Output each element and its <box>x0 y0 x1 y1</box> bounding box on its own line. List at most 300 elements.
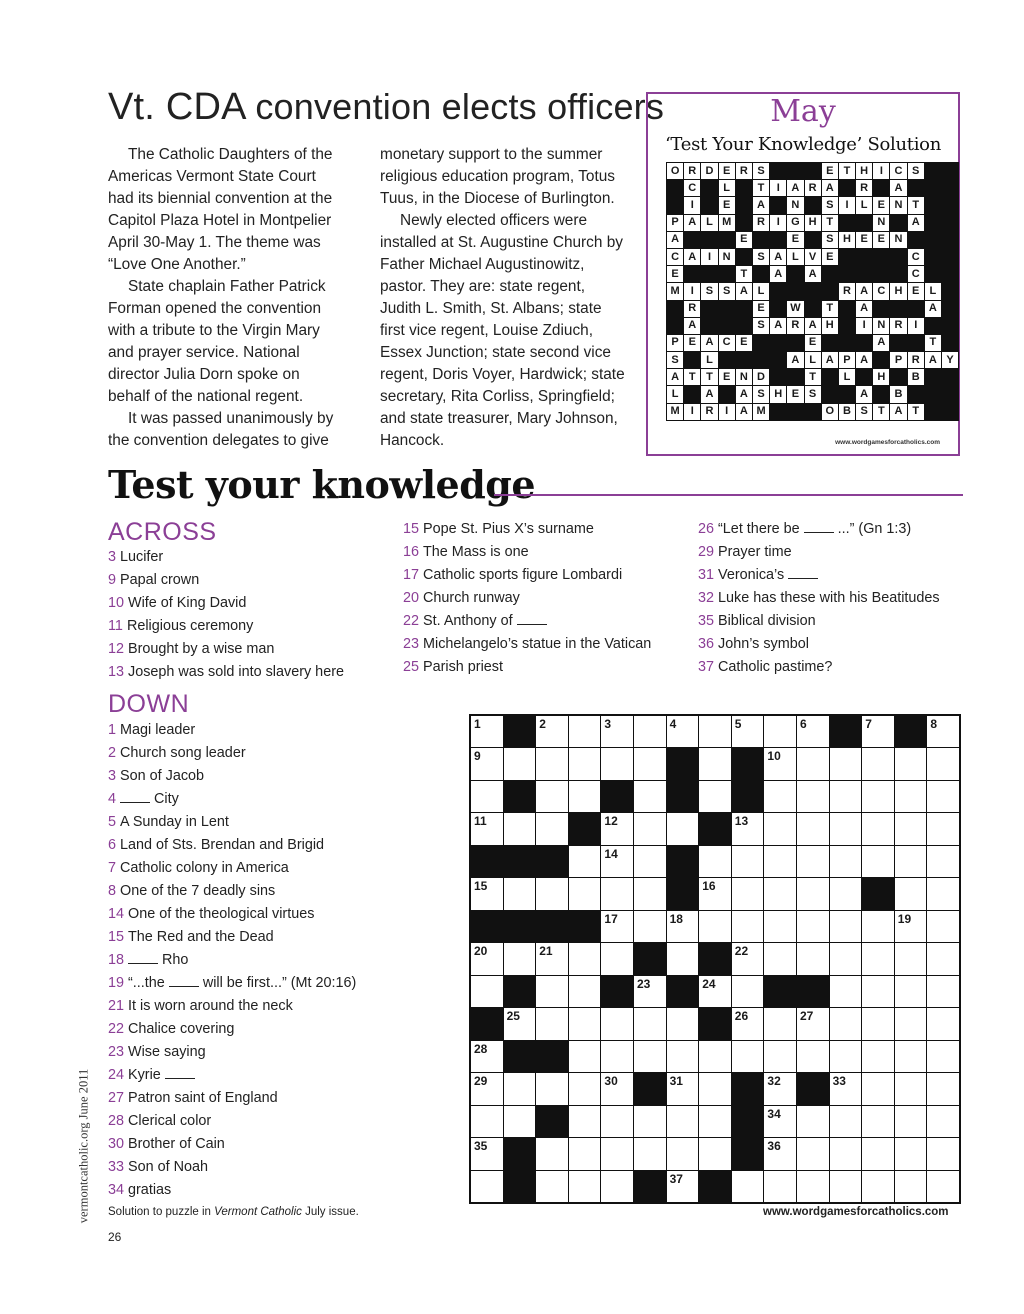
grid-square[interactable] <box>732 911 764 942</box>
clue-text: John’s symbol <box>718 636 809 652</box>
grid-square[interactable] <box>830 878 862 909</box>
grid-square[interactable] <box>927 1138 959 1169</box>
grid-square[interactable] <box>862 813 894 844</box>
grid-square[interactable] <box>830 1171 862 1202</box>
solution-cell: A <box>908 215 924 231</box>
grid-square[interactable] <box>601 1073 633 1104</box>
grid-square[interactable] <box>536 716 568 747</box>
grid-square[interactable] <box>895 1138 927 1169</box>
grid-square[interactable] <box>471 1138 503 1169</box>
grid-square[interactable] <box>634 781 666 812</box>
clue-text: Kyrie <box>128 1067 161 1083</box>
grid-square[interactable] <box>927 846 959 877</box>
grid-square[interactable] <box>862 781 894 812</box>
clue <box>108 926 356 949</box>
solution-cell: P <box>890 352 906 368</box>
solution-block <box>770 301 786 317</box>
grid-square[interactable] <box>797 1106 829 1137</box>
solution-cell: I <box>908 318 924 334</box>
grid-square[interactable] <box>895 976 927 1007</box>
grid-square[interactable] <box>569 716 601 747</box>
article-column-2 <box>380 144 628 452</box>
clue-text: Prayer time <box>718 544 792 560</box>
grid-square[interactable] <box>601 1008 633 1039</box>
grid-square[interactable] <box>927 1008 959 1039</box>
grid-square[interactable] <box>536 781 568 812</box>
solution-cell: E <box>805 335 821 351</box>
solution-cell: C <box>890 163 906 179</box>
grid-square[interactable] <box>764 813 796 844</box>
clue-number: 26 <box>698 521 715 537</box>
clue-number: 9 <box>108 572 117 588</box>
grid-square[interactable] <box>504 813 536 844</box>
grid-square[interactable] <box>536 943 568 974</box>
solution-cell: H <box>873 369 889 385</box>
solution-cell: E <box>822 249 838 265</box>
grid-square[interactable] <box>471 748 503 779</box>
solution-block <box>942 301 958 317</box>
grid-square[interactable] <box>732 943 764 974</box>
grid-square[interactable] <box>667 716 699 747</box>
grid-square[interactable] <box>699 748 731 779</box>
grid-square[interactable] <box>830 943 862 974</box>
square-number: 29 <box>474 1074 488 1089</box>
clue <box>108 972 356 995</box>
grid-square[interactable] <box>699 781 731 812</box>
grid-square[interactable] <box>830 1041 862 1072</box>
solution-cell: A <box>856 352 872 368</box>
square-number: 34 <box>767 1106 781 1121</box>
grid-square[interactable] <box>830 911 862 942</box>
grid-square[interactable] <box>634 878 666 909</box>
clue-text: Patron saint of England <box>128 1090 278 1106</box>
grid-square[interactable] <box>699 1073 731 1104</box>
solution-cell: S <box>753 249 769 265</box>
grid-square[interactable] <box>634 1138 666 1169</box>
grid-square[interactable] <box>667 1106 699 1137</box>
clue-number: 23 <box>108 1044 125 1060</box>
grid-square[interactable] <box>764 716 796 747</box>
solution-cell: R <box>856 180 872 196</box>
clue-number: 22 <box>403 613 420 629</box>
grid-square[interactable] <box>927 716 959 747</box>
grid-square[interactable] <box>536 1008 568 1039</box>
grid-square[interactable] <box>830 1008 862 1039</box>
grid-square[interactable] <box>895 781 927 812</box>
solution-cell: A <box>736 386 752 402</box>
grid-square[interactable] <box>830 781 862 812</box>
solution-cell: B <box>890 386 906 402</box>
grid-square[interactable] <box>830 1106 862 1137</box>
grid-square[interactable] <box>667 1041 699 1072</box>
clue-text: The Red and the Dead <box>128 929 274 945</box>
grid-square[interactable] <box>569 1138 601 1169</box>
grid-square[interactable] <box>862 1171 894 1202</box>
solution-block <box>770 404 786 420</box>
clue-number: 34 <box>108 1182 125 1198</box>
clue-text: Catholic sports figure Lombardi <box>423 567 623 583</box>
solution-cell: I <box>770 215 786 231</box>
solution-block <box>684 352 700 368</box>
grid-square[interactable] <box>797 911 829 942</box>
solution-block <box>942 369 958 385</box>
grid-square[interactable] <box>797 1008 829 1039</box>
solution-block <box>787 335 803 351</box>
grid-square[interactable] <box>862 1138 894 1169</box>
clue-text: St. Anthony of <box>423 613 513 629</box>
grid-square[interactable] <box>764 1171 796 1202</box>
grid-square[interactable] <box>797 1138 829 1169</box>
solution-cell: R <box>684 301 700 317</box>
solution-cell: A <box>736 283 752 299</box>
grid-square[interactable] <box>797 846 829 877</box>
grid-square[interactable] <box>895 846 927 877</box>
grid-square[interactable] <box>471 716 503 747</box>
clue <box>108 1041 356 1064</box>
grid-square[interactable] <box>601 943 633 974</box>
grid-square[interactable] <box>536 1138 568 1169</box>
grid-square[interactable] <box>471 943 503 974</box>
grid-square[interactable] <box>601 1106 633 1137</box>
square-number: 3 <box>604 717 612 731</box>
solution-box <box>646 92 960 456</box>
solution-cell: L <box>805 352 821 368</box>
solution-cell: C <box>908 249 924 265</box>
page-number: 26 <box>108 1230 122 1244</box>
clue-text: Pope St. Pius X’s surname <box>423 521 594 537</box>
solution-cell: C <box>667 249 683 265</box>
grid-square[interactable] <box>732 1171 764 1202</box>
grid-square[interactable] <box>504 1073 536 1104</box>
clue-number: 21 <box>108 998 125 1014</box>
grid-square[interactable] <box>862 716 894 747</box>
grid-square[interactable] <box>569 846 601 877</box>
grid-square[interactable] <box>895 813 927 844</box>
grid-square[interactable] <box>699 1041 731 1072</box>
grid-square[interactable] <box>699 1138 731 1169</box>
grid-square[interactable] <box>927 813 959 844</box>
grid-square[interactable] <box>504 878 536 909</box>
clue-number: 8 <box>108 883 117 899</box>
solution-cell: R <box>736 163 752 179</box>
grid-square[interactable] <box>601 911 633 942</box>
clue <box>698 564 940 587</box>
solution-block <box>856 369 872 385</box>
grid-square[interactable] <box>536 1171 568 1202</box>
grid-square[interactable] <box>569 1171 601 1202</box>
grid-square[interactable] <box>764 748 796 779</box>
answer-blank <box>517 612 547 625</box>
clue-text: “Let there be <box>718 521 800 537</box>
grid-square[interactable] <box>764 911 796 942</box>
solution-cell: N <box>736 369 752 385</box>
grid-square[interactable] <box>764 1138 796 1169</box>
square-number: 32 <box>767 1074 781 1089</box>
square-number: 28 <box>474 1041 488 1056</box>
grid-square[interactable] <box>732 976 764 1007</box>
solution-cell: A <box>684 215 700 231</box>
grid-square[interactable] <box>601 716 633 747</box>
solution-cell: C <box>873 283 889 299</box>
grid-square[interactable] <box>797 716 829 747</box>
grid-square[interactable] <box>569 943 601 974</box>
grid-square[interactable] <box>797 943 829 974</box>
grid-square[interactable] <box>667 911 699 942</box>
grid-square[interactable] <box>732 1008 764 1039</box>
solution-block <box>667 301 683 317</box>
solution-cell: M <box>719 215 735 231</box>
solution-cell: T <box>753 180 769 196</box>
solution-cell: Y <box>942 352 958 368</box>
grid-square[interactable] <box>471 976 503 1007</box>
solution-cell: R <box>701 404 717 420</box>
grid-square[interactable] <box>927 976 959 1007</box>
grid-square[interactable] <box>862 911 894 942</box>
grid-square[interactable] <box>667 1073 699 1104</box>
solution-block <box>890 215 906 231</box>
grid-square[interactable] <box>471 1171 503 1202</box>
grid-square[interactable] <box>862 1008 894 1039</box>
grid-square[interactable] <box>699 878 731 909</box>
grid-square[interactable] <box>797 878 829 909</box>
grid-square[interactable] <box>862 1106 894 1137</box>
square-number: 22 <box>734 944 749 959</box>
grid-square[interactable] <box>601 813 633 844</box>
solution-cell: S <box>753 386 769 402</box>
grid-square[interactable] <box>601 1171 633 1202</box>
solution-cell: E <box>719 197 735 213</box>
grid-square[interactable] <box>895 911 927 942</box>
grid-block <box>830 716 862 747</box>
article-paragraph: The Catholic Daughters of the Americas Vermont State Court had its biennial convention at the Capitol Plaza Hotel in Montpelier April 30-May 1. The theme was “Love One Another.” <box>108 146 333 273</box>
grid-square[interactable] <box>699 1106 731 1137</box>
grid-square[interactable] <box>667 943 699 974</box>
grid-block <box>504 1041 536 1072</box>
clue-number: 18 <box>108 952 125 968</box>
grid-square[interactable] <box>927 1171 959 1202</box>
grid-square[interactable] <box>830 813 862 844</box>
grid-square[interactable] <box>830 1073 862 1104</box>
grid-square[interactable] <box>862 1073 894 1104</box>
grid-square[interactable] <box>569 976 601 1007</box>
grid-square[interactable] <box>764 878 796 909</box>
grid-square[interactable] <box>699 716 731 747</box>
grid-square[interactable] <box>764 943 796 974</box>
solution-month: May <box>770 94 836 129</box>
grid-square[interactable] <box>634 1041 666 1072</box>
grid-square[interactable] <box>862 748 894 779</box>
grid-square[interactable] <box>797 1041 829 1072</box>
grid-square[interactable] <box>471 878 503 909</box>
grid-square[interactable] <box>830 1138 862 1169</box>
article-title-part1: Vt. CDA <box>108 86 256 128</box>
square-number: 11 <box>474 814 487 829</box>
solution-block <box>942 318 958 334</box>
grid-square[interactable] <box>797 813 829 844</box>
clue-number: 20 <box>403 590 420 606</box>
grid-square[interactable] <box>569 878 601 909</box>
grid-square[interactable] <box>601 1041 633 1072</box>
clue-number: 15 <box>403 521 420 537</box>
solution-block <box>787 369 803 385</box>
solution-block <box>736 215 752 231</box>
grid-square[interactable] <box>927 1073 959 1104</box>
clue-text: Wise saying <box>128 1044 206 1060</box>
clue-number: 30 <box>108 1136 125 1152</box>
solution-cell: E <box>873 197 889 213</box>
grid-square[interactable] <box>471 1106 503 1137</box>
grid-square[interactable] <box>797 781 829 812</box>
grid-square[interactable] <box>699 846 731 877</box>
grid-square[interactable] <box>895 1073 927 1104</box>
article-title <box>108 86 664 129</box>
grid-square[interactable] <box>569 781 601 812</box>
grid-block <box>634 1171 666 1202</box>
grid-block <box>797 1073 829 1104</box>
clue <box>698 610 940 633</box>
grid-square[interactable] <box>797 1171 829 1202</box>
grid-square[interactable] <box>895 943 927 974</box>
grid-square[interactable] <box>536 813 568 844</box>
solution-block <box>667 180 683 196</box>
grid-square[interactable] <box>601 878 633 909</box>
grid-square[interactable] <box>927 911 959 942</box>
grid-square[interactable] <box>764 1008 796 1039</box>
grid-square[interactable] <box>634 1008 666 1039</box>
grid-square[interactable] <box>895 748 927 779</box>
grid-square[interactable] <box>830 976 862 1007</box>
grid-square[interactable] <box>764 1106 796 1137</box>
solution-cell: A <box>667 232 683 248</box>
clue-text: Luke has these with his Beatitudes <box>718 590 940 606</box>
grid-square[interactable] <box>862 1041 894 1072</box>
grid-square[interactable] <box>471 1073 503 1104</box>
clue-number: 27 <box>108 1090 125 1106</box>
grid-square[interactable] <box>667 813 699 844</box>
grid-square[interactable] <box>634 976 666 1007</box>
square-number: 25 <box>506 1009 520 1024</box>
grid-square[interactable] <box>862 846 894 877</box>
grid-square[interactable] <box>667 1171 699 1202</box>
clue <box>698 656 940 679</box>
grid-square[interactable] <box>601 748 633 779</box>
article-paragraph: Newly elected officers were installed at St. Augustine Church by Father Michael Augustinowitz, pastor. They are: state regent, Judith L. Smith, St. Albans; state first vice regent, Louise Zdiuch, Essex Junction; state second vice regent, Doris Voyer, Hardwick; state secretary, Rita Corliss, Springfield; and state treasurer, Mary Johnson, Hancock. <box>380 212 625 449</box>
grid-square[interactable] <box>471 781 503 812</box>
grid-square[interactable] <box>895 1041 927 1072</box>
grid-square[interactable] <box>504 1008 536 1039</box>
solution-cell: R <box>787 318 803 334</box>
solution-block <box>908 335 924 351</box>
solution-block <box>753 266 769 282</box>
clue <box>108 903 356 926</box>
solution-block <box>942 249 958 265</box>
grid-square[interactable] <box>895 1008 927 1039</box>
grid-square[interactable] <box>699 911 731 942</box>
grid-block <box>504 911 536 942</box>
grid-square[interactable] <box>862 943 894 974</box>
solution-cell: A <box>770 266 786 282</box>
grid-square[interactable] <box>927 748 959 779</box>
grid-square[interactable] <box>764 846 796 877</box>
grid-square[interactable] <box>895 878 927 909</box>
grid-square[interactable] <box>504 943 536 974</box>
grid-square[interactable] <box>732 878 764 909</box>
grid-square[interactable] <box>732 1041 764 1072</box>
grid-square[interactable] <box>569 1008 601 1039</box>
grid-square[interactable] <box>536 748 568 779</box>
clue-number: 37 <box>698 659 715 675</box>
grid-square[interactable] <box>569 748 601 779</box>
title-rule <box>494 494 963 496</box>
square-number: 31 <box>669 1074 683 1089</box>
across-clues-col3 <box>698 518 940 679</box>
solution-cell: M <box>667 404 683 420</box>
grid-square[interactable] <box>667 1008 699 1039</box>
grid-square[interactable] <box>764 781 796 812</box>
grid-square[interactable] <box>699 976 731 1007</box>
square-number: 37 <box>669 1171 683 1186</box>
grid-square[interactable] <box>927 878 959 909</box>
grid-square[interactable] <box>927 1041 959 1072</box>
grid-square[interactable] <box>732 846 764 877</box>
grid-square[interactable] <box>634 716 666 747</box>
solution-cell: A <box>701 335 717 351</box>
grid-square[interactable] <box>895 1106 927 1137</box>
grid-square[interactable] <box>732 716 764 747</box>
grid-square[interactable] <box>601 1138 633 1169</box>
solution-cell: I <box>770 180 786 196</box>
grid-square[interactable] <box>569 1073 601 1104</box>
grid-block <box>471 846 503 877</box>
grid-square[interactable] <box>569 1106 601 1137</box>
solution-cell: L <box>701 215 717 231</box>
grid-square[interactable] <box>536 1073 568 1104</box>
grid-square[interactable] <box>667 1138 699 1169</box>
solution-cell: S <box>805 386 821 402</box>
grid-square[interactable] <box>764 1073 796 1104</box>
grid-square[interactable] <box>504 1106 536 1137</box>
grid-square[interactable] <box>634 1106 666 1137</box>
grid-square[interactable] <box>764 1041 796 1072</box>
grid-square[interactable] <box>862 976 894 1007</box>
grid-square[interactable] <box>797 748 829 779</box>
grid-square[interactable] <box>927 943 959 974</box>
grid-square[interactable] <box>830 748 862 779</box>
grid-square[interactable] <box>634 846 666 877</box>
clue <box>403 610 651 633</box>
grid-square[interactable] <box>634 748 666 779</box>
clue-number: 25 <box>403 659 420 675</box>
solution-cell: I <box>839 197 855 213</box>
grid-square[interactable] <box>634 813 666 844</box>
grid-square[interactable] <box>830 846 862 877</box>
grid-square[interactable] <box>536 878 568 909</box>
grid-square[interactable] <box>504 748 536 779</box>
grid-square[interactable] <box>634 911 666 942</box>
clue-text: Brought by a wise man <box>128 641 275 657</box>
grid-block <box>569 813 601 844</box>
grid-square[interactable] <box>601 846 633 877</box>
grid-square[interactable] <box>732 813 764 844</box>
grid-square[interactable] <box>471 813 503 844</box>
grid-square[interactable] <box>569 1041 601 1072</box>
grid-square[interactable] <box>536 976 568 1007</box>
grid-square[interactable] <box>927 1106 959 1137</box>
grid-square[interactable] <box>927 781 959 812</box>
clue <box>108 834 356 857</box>
grid-square[interactable] <box>895 1171 927 1202</box>
grid-square[interactable] <box>471 1041 503 1072</box>
